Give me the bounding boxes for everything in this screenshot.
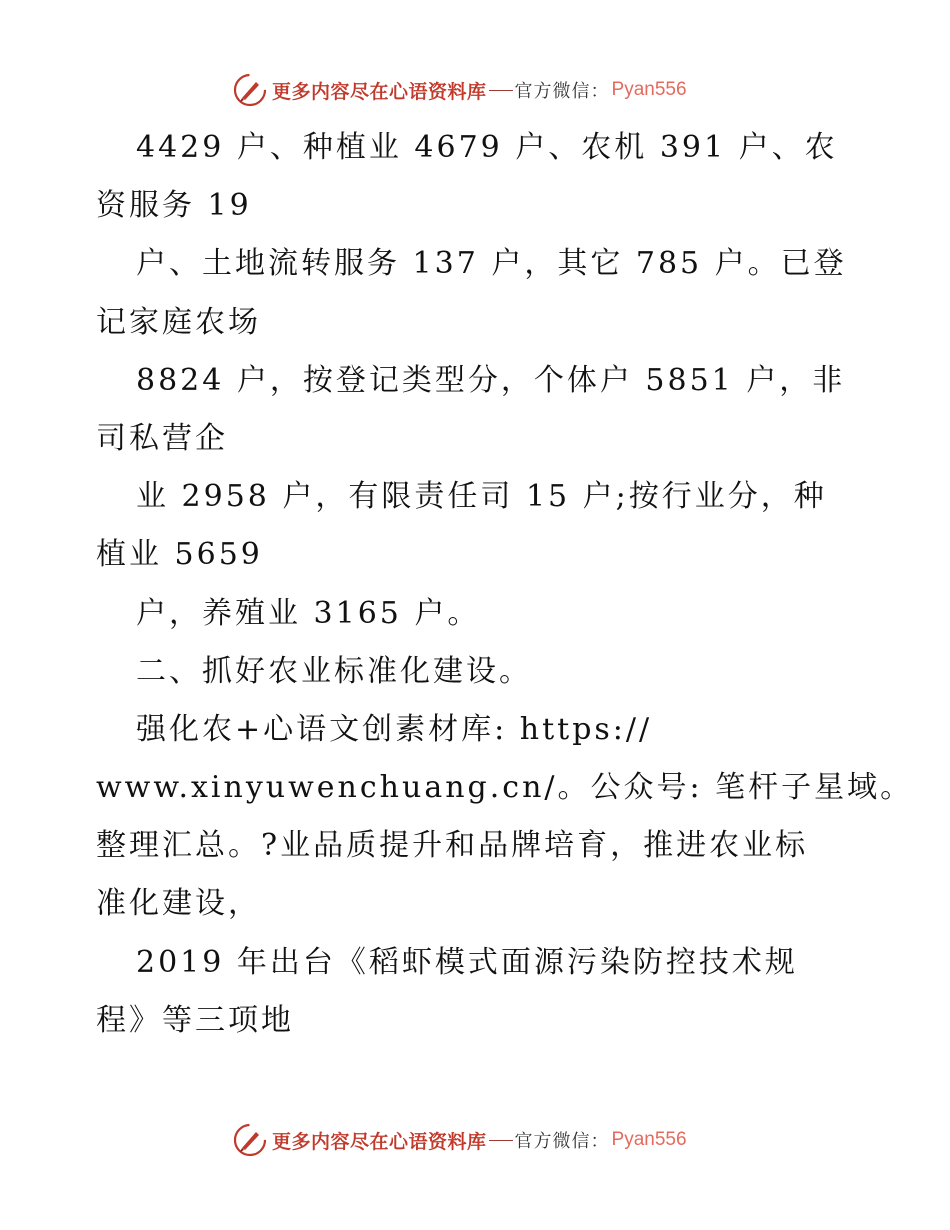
text-line: 资服务 19 (96, 188, 252, 224)
section-heading: 二、抓好农业标准化建设。 (136, 653, 532, 689)
text-line: 8824 户，按登记类型分，个体户 5851 户，非 (136, 362, 846, 398)
text-line: www.xinyuwenchuang.cn/。公众号: 笔杆子星域。 (96, 770, 914, 806)
text-line: 司私营企 (96, 420, 228, 456)
text-line: 强化农+心语文创素材库: https:// (136, 711, 653, 747)
text-line: 程》等三项地 (96, 1002, 294, 1038)
text-line: 准化建设， (96, 886, 261, 922)
header-banner (232, 70, 687, 110)
banner-wechat-id: Pyan556 (611, 79, 687, 100)
banner-dash (489, 1140, 513, 1141)
text-line: 业 2958 户，有限责任司 15 户;按行业分，种 (136, 479, 827, 515)
text-line: 户、土地流转服务 137 户，其它 785 户。已登 (136, 246, 847, 282)
text-line: 户，养殖业 3165 户。 (136, 595, 481, 631)
text-line: 2019 年出台《稻虾模式面源污染防控技术规 (136, 944, 798, 980)
banner-wechat-id: Pyan556 (611, 1129, 687, 1150)
footer-banner (232, 1120, 687, 1160)
banner-wechat-label: 官方微信： (514, 81, 610, 102)
banner-wechat-label: 官方微信： (514, 1131, 610, 1152)
banner-brand-text: 更多内容尽在心语资料库 (272, 80, 487, 103)
banner-brand-text: 更多内容尽在心语资料库 (272, 1130, 487, 1153)
document-body (96, 119, 914, 1050)
banner-dash (489, 90, 513, 91)
text-line: 4429 户、种植业 4679 户、农机 391 户、农 (136, 130, 838, 165)
pen-logo-icon (232, 72, 268, 108)
text-line: 整理汇总。?业品质提升和品牌培育，推进农业标 (96, 828, 809, 864)
text-line: 植业 5659 (96, 537, 263, 573)
text-line: 记家庭农场 (96, 304, 261, 340)
pen-logo-icon (232, 1122, 268, 1158)
